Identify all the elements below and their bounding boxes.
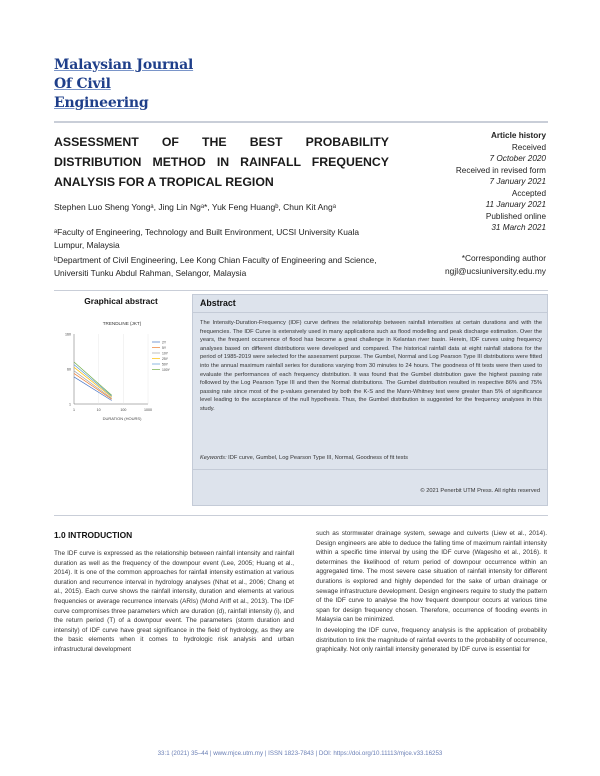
received-date: 7 October 2020 (489, 154, 546, 163)
affiliation-a: ᵃFaculty of Engineering, Technology and Built Environment, UCSI University Kuala Lumpur, Malaysia (54, 227, 360, 250)
author-list: Stephen Luo Sheng Yongᵃ, Jing Lin Ngᵃ*, Yuk Feng Huangᵇ, Chun Kit Angᵃ (54, 202, 336, 212)
intro-heading: 1.0 INTRODUCTION (54, 530, 133, 540)
series-line-10Y (74, 371, 112, 399)
article-history (406, 130, 546, 234)
affiliation-b: ᵇDepartment of Civil Engineering, Lee Kong Chian Faculty of Engineering and Science, Universiti Tunku Abdul Rahman, Selangor, Malaysia (54, 255, 377, 278)
header-rule (54, 121, 548, 123)
keywords-divider (193, 469, 547, 470)
intro-paragraph: The IDF curve is expressed as the relationship between rainfall intensity and rainfall duration as well as the frequency of the downpour event (Lee, 2005; Huang et al., 2014). It is one of the common approaches for rainfall intensity estimation at various duration and recurrence interval in hydrology analyses (Nhat et al., 2006; Chang et al., 2015). Each curve shows the rainfall intensity, duration and elements at various frequencies or average recurrence intervals (ARIs) (Mohd Ariff et al., 2013). The IDF curve compromises three parameters which are duration (d), rainfall intensity (i), and the return period (T) of a downpour event. The parameters (storm duration and intensity) of IDF curve have great significance in the field of hydrology, as they are the basic elements when it comes to hydrologic risk analysis and urban infrastructural development (54, 550, 294, 653)
received-label: Received (511, 142, 546, 152)
idf-chart (56, 312, 188, 434)
abstract-divider (193, 312, 547, 313)
intro-column-2 (316, 529, 547, 656)
abstract-heading: Abstract (200, 298, 236, 308)
chart-series (74, 362, 112, 401)
accepted-label: Accepted (511, 188, 546, 198)
keywords-list: IDF curve, Gumbel, Log Pearson Type III, Normal, Goodness of fit tests (228, 455, 408, 461)
x-tick-label: 100 (120, 408, 127, 412)
graphical-abstract-heading: Graphical abstract (84, 296, 158, 306)
chart-title: TRENDLINE (JKT) (102, 321, 142, 326)
abstract-panel (192, 294, 548, 506)
series-line-25Y (74, 367, 112, 397)
chart-xlabel: DURATION (HOURS) (102, 416, 142, 421)
paper-title: ASSESSMENT OF THE BEST PROBABILITY DISTRIBUTION METHOD IN RAINFALL FREQUENCY ANALYSIS FOR A TROPICAL REGION (54, 135, 389, 189)
accepted-date: 11 January 2021 (485, 200, 546, 209)
corresponding-email[interactable]: ngjl@ucsiuniversity.edu.my (445, 265, 546, 276)
intro-paragraph: such as stormwater drainage system, sewage and culverts (Liew et al., 2014). Design engineers are able to deduce the falling time of maximum rainfall intensity within a specific time interval by using the IDF curve (Wagesho et al., 2016). It determines the likelihood of return period of downpour occurrence within an aggregated time. The most severe case situation of rainfall intensity for different durations is explored and highly depended for the sake of urban drainage or sewage infrastructure development. Design engineers require to study the pattern of the IDF curve to analyse the how frequent downpour occurs at various time span for design frequency chosen. Therefore, occurrence of flooding events in Malaysia can be minimized. (316, 530, 547, 624)
x-tick-label: 1000 (144, 408, 152, 412)
section-rule (54, 290, 548, 291)
legend-label: 100Y (162, 367, 170, 372)
journal-name-line-3: Engineering (54, 95, 149, 111)
series-line-5Y (74, 373, 112, 399)
keywords-label: Keywords: (200, 455, 227, 461)
intro-paragraph: In developing the IDF curve, frequency analysis is the application of probability distribution to link the magnitude of rainfall events to the probability of occurrence, graphically. Not only rainfall intensity generated by IDF curve is essential for (316, 626, 547, 654)
chart-legend (152, 340, 171, 372)
y-tick-label: 60 (67, 367, 71, 372)
body-rule (54, 515, 548, 516)
page-footer[interactable]: 33:1 (2021) 35–44 | www.mjce.utm.my | ISSN 1823-7843 | DOI: https://doi.org/10.11113/mjce.v33.16253 (157, 750, 443, 757)
legend-label: 5Y (162, 345, 167, 350)
journal-logo (54, 56, 194, 113)
abstract-text: The Intensity-Duration-Frequency (IDF) curve defines the relationship between rainfall intensities at certain durations and with the frequencies. The IDF Curve is extensively used in many applications such as flood modelling and peak discharge estimation. Over the years, the frequent occurrence of flood has become a great challenge in Kelantan river basin. Herein, IDF curves using frequency analyses based on different distributions were developed and compared. The historical rainfall data at eight rainfall stations for the period of 1985-2019 were selected for the assessment purpose. The Gumbel, Normal and Log Pearson Type III distributions were fitted into the annual maximum rainfall series for durations varying from 30 minutes to 24 hours. The goodness of fit tests were then used to evaluate the performances of each frequency distribution. It was found that the Gumbel distribution gave the highest passing rate followed by the Log Pearson Type III and then the Normal distributions. The Gumbel distribution resulted in respective 86% and 75% passing rate since most of the p-values generated by both the K-S and the Mann-Whitney test were greater than 5% of significance level leading to the acceptance of the null hypothesis. Thus, the Gumbel distribution is suggested for the frequency analyses in this study. (200, 320, 542, 412)
revised-date: 7 January 2021 (489, 177, 546, 186)
legend-label: 2Y (162, 340, 167, 345)
corresponding-author (386, 252, 546, 277)
revised-label: Received in revised form (455, 165, 546, 175)
corresponding-label: *Corresponding author (461, 253, 546, 263)
y-tick-label: 160 (65, 332, 71, 337)
x-tick-label: 10 (96, 408, 101, 412)
published-date: 31 March 2021 (491, 223, 546, 232)
copyright-notice: © 2021 Penerbit UTM Press. All rights reserved (420, 488, 540, 494)
legend-label: 10Y (162, 351, 169, 356)
graphical-abstract-figure (56, 312, 188, 434)
chart-axes (65, 333, 152, 413)
series-line-100Y (74, 362, 112, 395)
journal-name-line-1: Malaysian Journal (54, 57, 194, 73)
published-label: Published online (485, 211, 546, 221)
legend-label: 25Y (162, 356, 169, 361)
history-heading: Article history (490, 131, 546, 140)
legend-label: 50Y (162, 362, 169, 367)
keywords (200, 455, 542, 461)
journal-name-line-2: Of Civil (54, 76, 111, 92)
x-tick-label: 1 (73, 408, 75, 412)
affiliations (54, 226, 389, 282)
intro-column-1 (54, 549, 294, 656)
y-tick-label: 1 (69, 402, 71, 407)
